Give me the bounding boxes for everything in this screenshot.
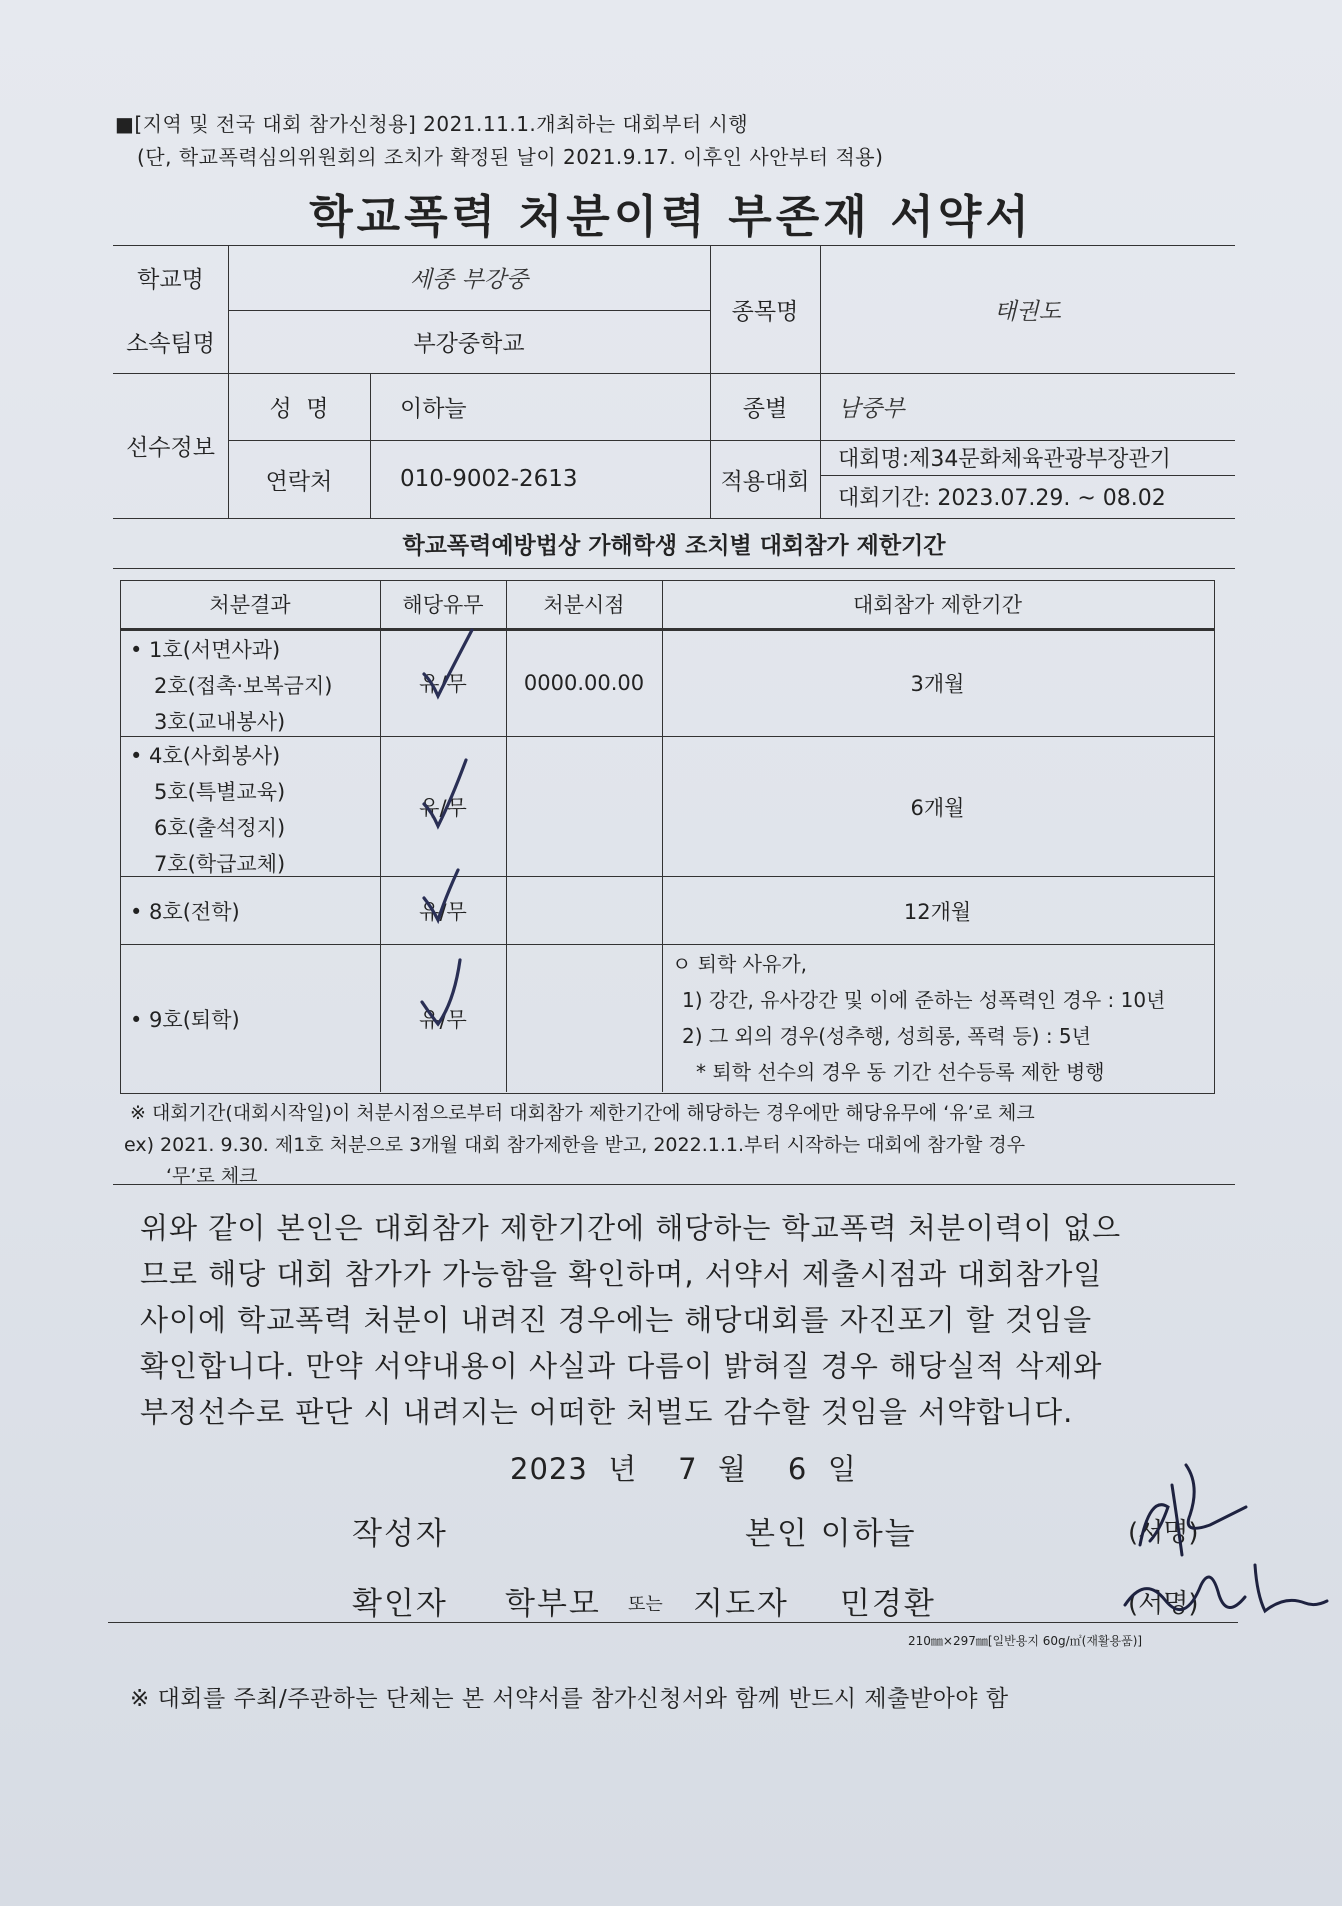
row2-date (506, 738, 662, 876)
writer-value: 본인 이하늘 (745, 1516, 917, 1552)
pledge-date: 2023 년 7 월 6 일 (510, 1452, 857, 1486)
check-mark-icon (410, 958, 490, 1038)
confirmer-role2: 지도자 (693, 1586, 789, 1622)
name-value: 이하늘 (400, 396, 467, 422)
paper-spec: 210㎜×297㎜[일반용지 60g/㎡(재활용품)] (908, 1634, 1143, 1648)
footer-note: ※ 대회를 주최/주관하는 단체는 본 서약서를 참가신청서와 함께 반드시 제출받아야 함 (130, 1686, 1009, 1712)
col-header-date: 처분시점 (543, 593, 625, 617)
header-line-2: (단, 학교폭력심의위원회의 조치가 확정된 날이 2021.9.17. 이후인 사안부터 적용) (137, 145, 884, 169)
row1-yn: 유/무 (419, 672, 467, 696)
col-header-result: 처분결과 (209, 593, 291, 617)
table-row: • 9호(퇴학) (130, 1008, 240, 1032)
confirmer-sign-label: (서명) (1128, 1589, 1199, 1619)
col-header-period: 대회참가 제한기간 (853, 593, 1022, 617)
check-mark-icon (410, 628, 490, 708)
check-mark-icon (410, 868, 490, 948)
school-value: 세종 부강중 (409, 267, 529, 293)
table-row: • 4호(사회봉사) 5호(특별교육) 6호(출석정지) 7호(학급교체) (130, 744, 286, 876)
table-row: • 1호(서면사과) 2호(접촉·보복금지) 3호(교내봉사) (130, 638, 333, 734)
row4-yn: 유/무 (419, 1008, 467, 1032)
row2-period: 6개월 (910, 796, 965, 820)
row1-date: 0000.00.00 (523, 671, 645, 695)
division-value: 남중부 (838, 396, 905, 422)
team-label: 소속팀명 (126, 331, 215, 357)
note-3: ‘무’로 체크 (166, 1165, 258, 1187)
writer-label: 작성자 (352, 1516, 448, 1552)
restriction-heading: 학교폭력예방법상 가해학생 조치별 대회참가 제한기간 (402, 532, 946, 559)
row4-period: ㅇ 퇴학 사유가, 1) 강간, 유사강간 및 이에 준하는 성폭력인 경우 : 10년 2) 그 외의 경우(성추행, 성희롱, 폭력 등) : 5년 * 퇴학 선수의 경우 동 기간 선수등록 제한 병행 (672, 952, 1166, 1084)
document-title: 학교폭력 처분이력 부존재 서약서 (309, 190, 1033, 243)
name-label: 성 명 (269, 396, 329, 422)
pledge-paragraph: 위와 같이 본인은 대회참가 제한기간에 해당하는 학교폭력 처분이력이 없으 므로 해당 대회 참가가 가능함을 확인하며, 서약서 제출시점과 대회참가일 사이에 학교폭력 처분이 내려진 경우에는 해당대회를 자진포기 할 것임을 확인합니다. 만약 서약내용이 사실과 다름이 밝혀질 경우 해당실적 삭제와 부정선수로 판단 시 내려지는 어떠한 처벌도 감수할 것임을 서약합니다. (140, 1211, 1122, 1429)
writer-sign-label: (서명) (1128, 1518, 1199, 1548)
event-period: 대회기간: 2023.07.29. ~ 08.02 (838, 486, 1166, 511)
sport-value: 태권도 (994, 298, 1061, 325)
division-label: 종별 (742, 396, 788, 422)
note-1: ※ 대회기간(대회시작일)이 처분시점으로부터 대회참가 제한기간에 해당하는 경우에만 해당유무에 ‘유’로 체크 (130, 1102, 1035, 1124)
row3-date (506, 878, 662, 944)
row3-yn: 유/무 (419, 900, 467, 924)
team-value: 부강중학교 (413, 331, 525, 357)
event-label: 적용대회 (720, 468, 810, 495)
contact-label: 연락처 (265, 468, 333, 495)
confirmer-or: 또는 (628, 1594, 663, 1615)
school-label: 학교명 (137, 267, 204, 293)
col-header-applicable: 해당유무 (402, 593, 484, 617)
check-mark-icon (410, 758, 490, 838)
row4-date (506, 946, 662, 1092)
sport-label: 종목명 (731, 298, 799, 325)
note-2: ex) 2021. 9.30. 제1호 처분으로 3개월 대회 참가제한을 받고, 2022.1.1.부터 시작하는 대회에 참가할 경우 (124, 1134, 1026, 1156)
row2-yn: 유/무 (419, 796, 467, 820)
contact-value: 010-9002-2613 (400, 466, 578, 492)
confirmer-label: 확인자 (352, 1586, 448, 1622)
confirmer-role: 학부모 (505, 1586, 601, 1622)
row1-period: 3개월 (910, 672, 965, 696)
event-name: 대회명:제34문화체육관광부장관기 (838, 447, 1171, 472)
row3-period: 12개월 (903, 900, 972, 924)
table-row: • 8호(전학) (130, 900, 240, 924)
player-info-label: 선수정보 (126, 435, 215, 461)
header-line-1: ■[지역 및 전국 대회 참가신청용] 2021.11.1.개최하는 대회부터 시행 (115, 112, 749, 136)
confirmer-name: 민경환 (840, 1586, 936, 1622)
